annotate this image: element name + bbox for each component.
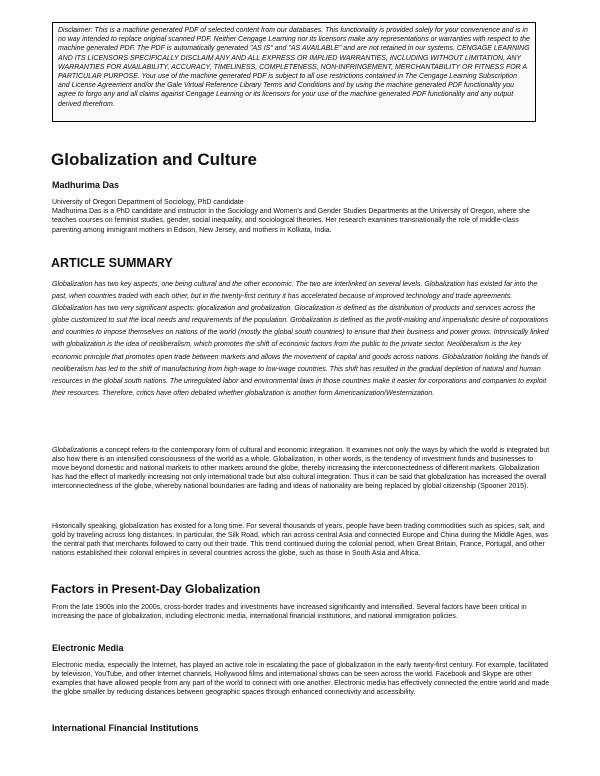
body-paragraph-1 xyxy=(52,446,550,491)
author-name: Madhurima Das xyxy=(52,180,120,190)
term-globalization: Globalization xyxy=(52,447,93,454)
body-paragraph-3: From the late 1900s into the 2000s, cross-border trades and investments have increased significantly and intensified. Several factors have been critical in increasing the pace of globalization, including electronic media, international financial institutions, and national immigration policies. xyxy=(52,604,527,621)
author-info xyxy=(52,198,548,235)
summary-heading: ARTICLE SUMMARY xyxy=(51,256,173,270)
section-heading-factors: Factors in Present-Day Globalization xyxy=(51,582,261,596)
subheading-electronic-media: Electronic Media xyxy=(52,643,124,653)
article-title: Globalization and Culture xyxy=(51,150,257,169)
author-bio: Madhurima Das is a PhD candidate and instructor in the Sociology and Women's and Gender Studies Departments at the University of Oregon, where she teaches courses on feminist studies, gender, social inequality, and sociological theories. Her research examines transnationally the role of middle-class parenting among immigrant mothers in Edison, New Jersey, and mothers in Kolkata, India. xyxy=(52,208,530,234)
body-paragraph-4: Electronic media, especially the Internet, has played an active role in escalating the pace of globalization in the early twenty-first century. For example, facilitated by television, YouTube, and other Internet channels, Hollywood films and international shows can be seen across the world. Facebook and Skype are other examples that have allowed people from any part of the world to connect with one another. Electronic media has effectively connected the entire world and made the globe smaller by reducing distances between geographic spaces through enhanced connectivity and accessibility. xyxy=(52,662,550,697)
body-paragraph-1-text: is a concept refers to the contemporary form of cultural and economic integration. It examines not only the ways by which the world is integrated but also how there is an intensified consciousness of the world as a whole. Globalization, in other words, is the tendency of investment funds and businesses to move beyond domestic and national markets to other markets around the globe, thereby increasing the interconnectedness of different markets. Globalization has had the effect of markedly increasing not only international trade but also cultural integration. Thus it can be said that globalization has increased the overall interconnectedness of the globe, whereby national boundaries are fading and ideas of nationality are being replaced by global citizenship (Spooner 2015). xyxy=(52,447,550,491)
disclaimer-box: Disclaimer: This is a machine generated PDF of selected content from our databases. This functionality is provided solely for your convenience and is in no way intended to replace original scanned PDF. Neither Cengage Learning nor its licensors make any representations or warranties with respect to the machine generated PDF. The PDF is automatically generated "AS IS" and "AS AVAILABLE" and are not retained in our systems. CENGAGE LEARNING AND ITS LICENSORS SPECIFICALLY DISCLAIM ANY AND ALL EXPRESS OR IMPLIED WARRANTIES, INCLUDING WITHOUT LIMITATION, ANY WARRANTIES FOR AVAILABILITY, ACCURACY, TIMELINESS, COMPLETENESS, NON-INFRINGEMENT, MERCHANTABILITY OR FITNESS FOR A PARTICULAR PURPOSE. Your use of the machine generated PDF is subject to all use restrictions contained in The Cengage Learning Subscription and License Agreement and/or the Gale Virtual Reference Library Terms and Conditions and by using the machine generated PDF functionality you agree to forgo any and all claims against Cengage Learning or its licensors for your use of the machine generated PDF functionality and any output derived therefrom. xyxy=(52,22,536,122)
body-paragraph-2: Historically speaking, globalization has existed for a long time. For several thousands of years, people have been trading commodities such as spices, salt, and gold by traveling across long distances. In particular, the Silk Road, which ran across central Asia and connected Europe and China during the Middle Ages, was the central path that merchants followed to carry out their trade. This trend continued during the colonial period, when Great Britain, France, Portugal, and other nations established their colonial empires in several countries across the globe, such as those in South Asia and Africa. xyxy=(52,523,549,558)
article-summary: Globalization has two key aspects, one being cultural and the other economic. The two are interlinked on several levels. Globalization has existed far into the past, when countries traded with each other, but in the twenty-first century it has accelerated because of improved technology and trade agreements. Globalization has two very significant aspects: glocalization and grobalization. Glocalization is defined as the distribution of products and services across the globe customized to suit the local needs and requirements of the population. Grobalization is defined as the profit-making and imperialistic desire of corporations and countries to impose themselves on nations of the world (mostly the global south countries) to ensure that their business and power grows. Intrinsically linked with globalization is the idea of neoliberalism, which promotes the shift of economic factors from the public to the private sector. Neoliberalism is the key economic principle that promotes open trade between markets and allows the movement of capital and goods across nations. Globalization holding the hands of neoliberalism has led to the shift of manufacturing from high-wage to low-wage countries. This shift has resulted in the gradual depletion of natural and human resources in the global south nations. The unregulated labor and environmental laws in those countries make it easier for corporations and companies to exploit their resources. Therefore, critics have often debated whether globalization is another form Americanization/Westernization. xyxy=(52,281,549,397)
author-affiliation: University of Oregon Department of Sociology, PhD candidate xyxy=(52,199,244,206)
subheading-international-financial-institutions: International Financial Institutions xyxy=(52,723,199,733)
